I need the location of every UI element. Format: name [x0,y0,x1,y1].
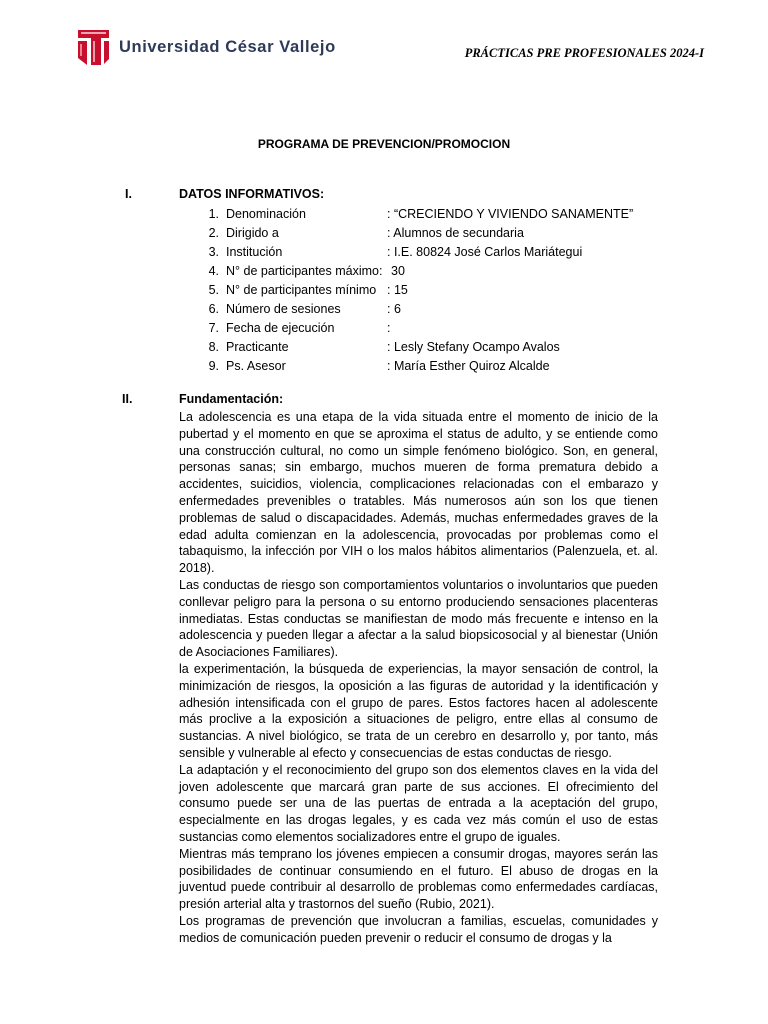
section-2-numeral: II. [122,392,133,406]
university-name: Universidad César Vallejo [119,38,336,56]
section-1-heading: DATOS INFORMATIVOS: [179,187,325,201]
paragraph: Mientras más temprano los jóvenes empiecen a consumir drogas, mayores serán las posibilidades de continuar consumiendo en el futuro. El abuso de drogas en la juventud puede contribuir al desarrollo de problemas como enfermedades cardíacas, presión arterial alta y trastornos del sueño (Rubio, 2021). [179,846,658,912]
document-title: PROGRAMA DE PREVENCION/PROMOCION [257,137,511,151]
fundamentacion-body [179,409,658,947]
list-item: 1. Denominación : “CRECIENDO Y VIVIENDO SANAMENTE” [208,207,634,221]
section-1-numeral: I. [125,187,132,201]
list-item: 9. Ps. Asesor : María Esther Quiroz Alcalde [208,359,550,373]
paragraph: La adaptación y el reconocimiento del grupo son dos elementos claves en la vida del joven adolescente que marcará gran parte de sus acciones. El ofrecimiento del consumo puede ser una de las puertas de entrada a la aceptación del grupo, especialmente en las drogas legales, y es cada vez más común el uso de estas sustancias como elementos socializadores entre el grupo de iguales. [179,762,658,844]
informative-data-list [201,205,634,376]
list-item: 5. N° de participantes mínimo : 15 [208,283,408,297]
university-logo [76,28,336,67]
list-item: 4. N° de participantes máximo: 30 [208,264,405,278]
section-2-heading: Fundamentación: [179,392,284,406]
list-item: 8. Practicante : Lesly Stefany Ocampo Avalos [208,340,560,354]
list-item: 2. Dirigido a : Alumnos de secundaria [208,226,524,240]
paragraph: Los programas de prevención que involucran a familias, escuelas, comunidades y medios de comunicación pueden prevenir o reducir el consumo de drogas y la [179,913,658,945]
paragraph: la experimentación, la búsqueda de experiencias, la mayor sensación de control, la minimización de riesgos, la oposición a las figuras de autoridad y la identificación y adhesión intensificada con el grupo de pares. Estos factores hacen al adolescente más proclive a la exposición a situaciones de peligro, entre ellas al consumo de sustancias. A nivel biológico, se trata de un cerebro en desarrollo y, por tanto, más sensible y vulnerable al efecto y consecuencias de estas conductas de riesgo. [179,661,658,760]
list-item: 6. Número de sesiones : 6 [208,302,401,316]
ucv-emblem-icon [76,28,111,67]
list-item: 3. Institución : I.E. 80824 José Carlos Mariátegui [208,245,583,259]
paragraph: Las conductas de riesgo son comportamientos voluntarios o involuntarios que pueden conllevar peligro para la persona o su entorno produciendo sensaciones placenteras inmediatas. Estas conductas se manifiestan de modo más frecuente e intenso en la adolescencia y pueden llegar a afectar a la salud biopsicosocial y al bienestar (Unión de Asociaciones Familiares). [179,577,658,660]
program-name: PRÁCTICAS PRE PROFESIONALES 2024-I [464,46,704,60]
page-header [0,0,768,80]
list-item: 7. Fecha de ejecución : [208,321,391,335]
paragraph: La adolescencia es una etapa de la vida situada entre el momento de inicio de la pubertad y el momento en que se aproxima el status de adulto, y se entiende como una construcción cultural, no como un simple fenómeno biológico. Son, en general, personas sanas; sin embargo, muchos mueren de forma prematura debido a accidentes, suicidios, violencia, complicaciones relacionadas con el embarazo y enfermedades prevenibles o tratables. Más numerosos aún son los que tienen problemas de salud o discapacidades. Además, muchas enfermedades graves de la edad adulta comienzan en la adolescencia, provocadas por problemas como el tabaquismo, la infección por VIH o los malos hábitos alimentarios (Palenzuela, et. al. 2018). [179,410,658,576]
